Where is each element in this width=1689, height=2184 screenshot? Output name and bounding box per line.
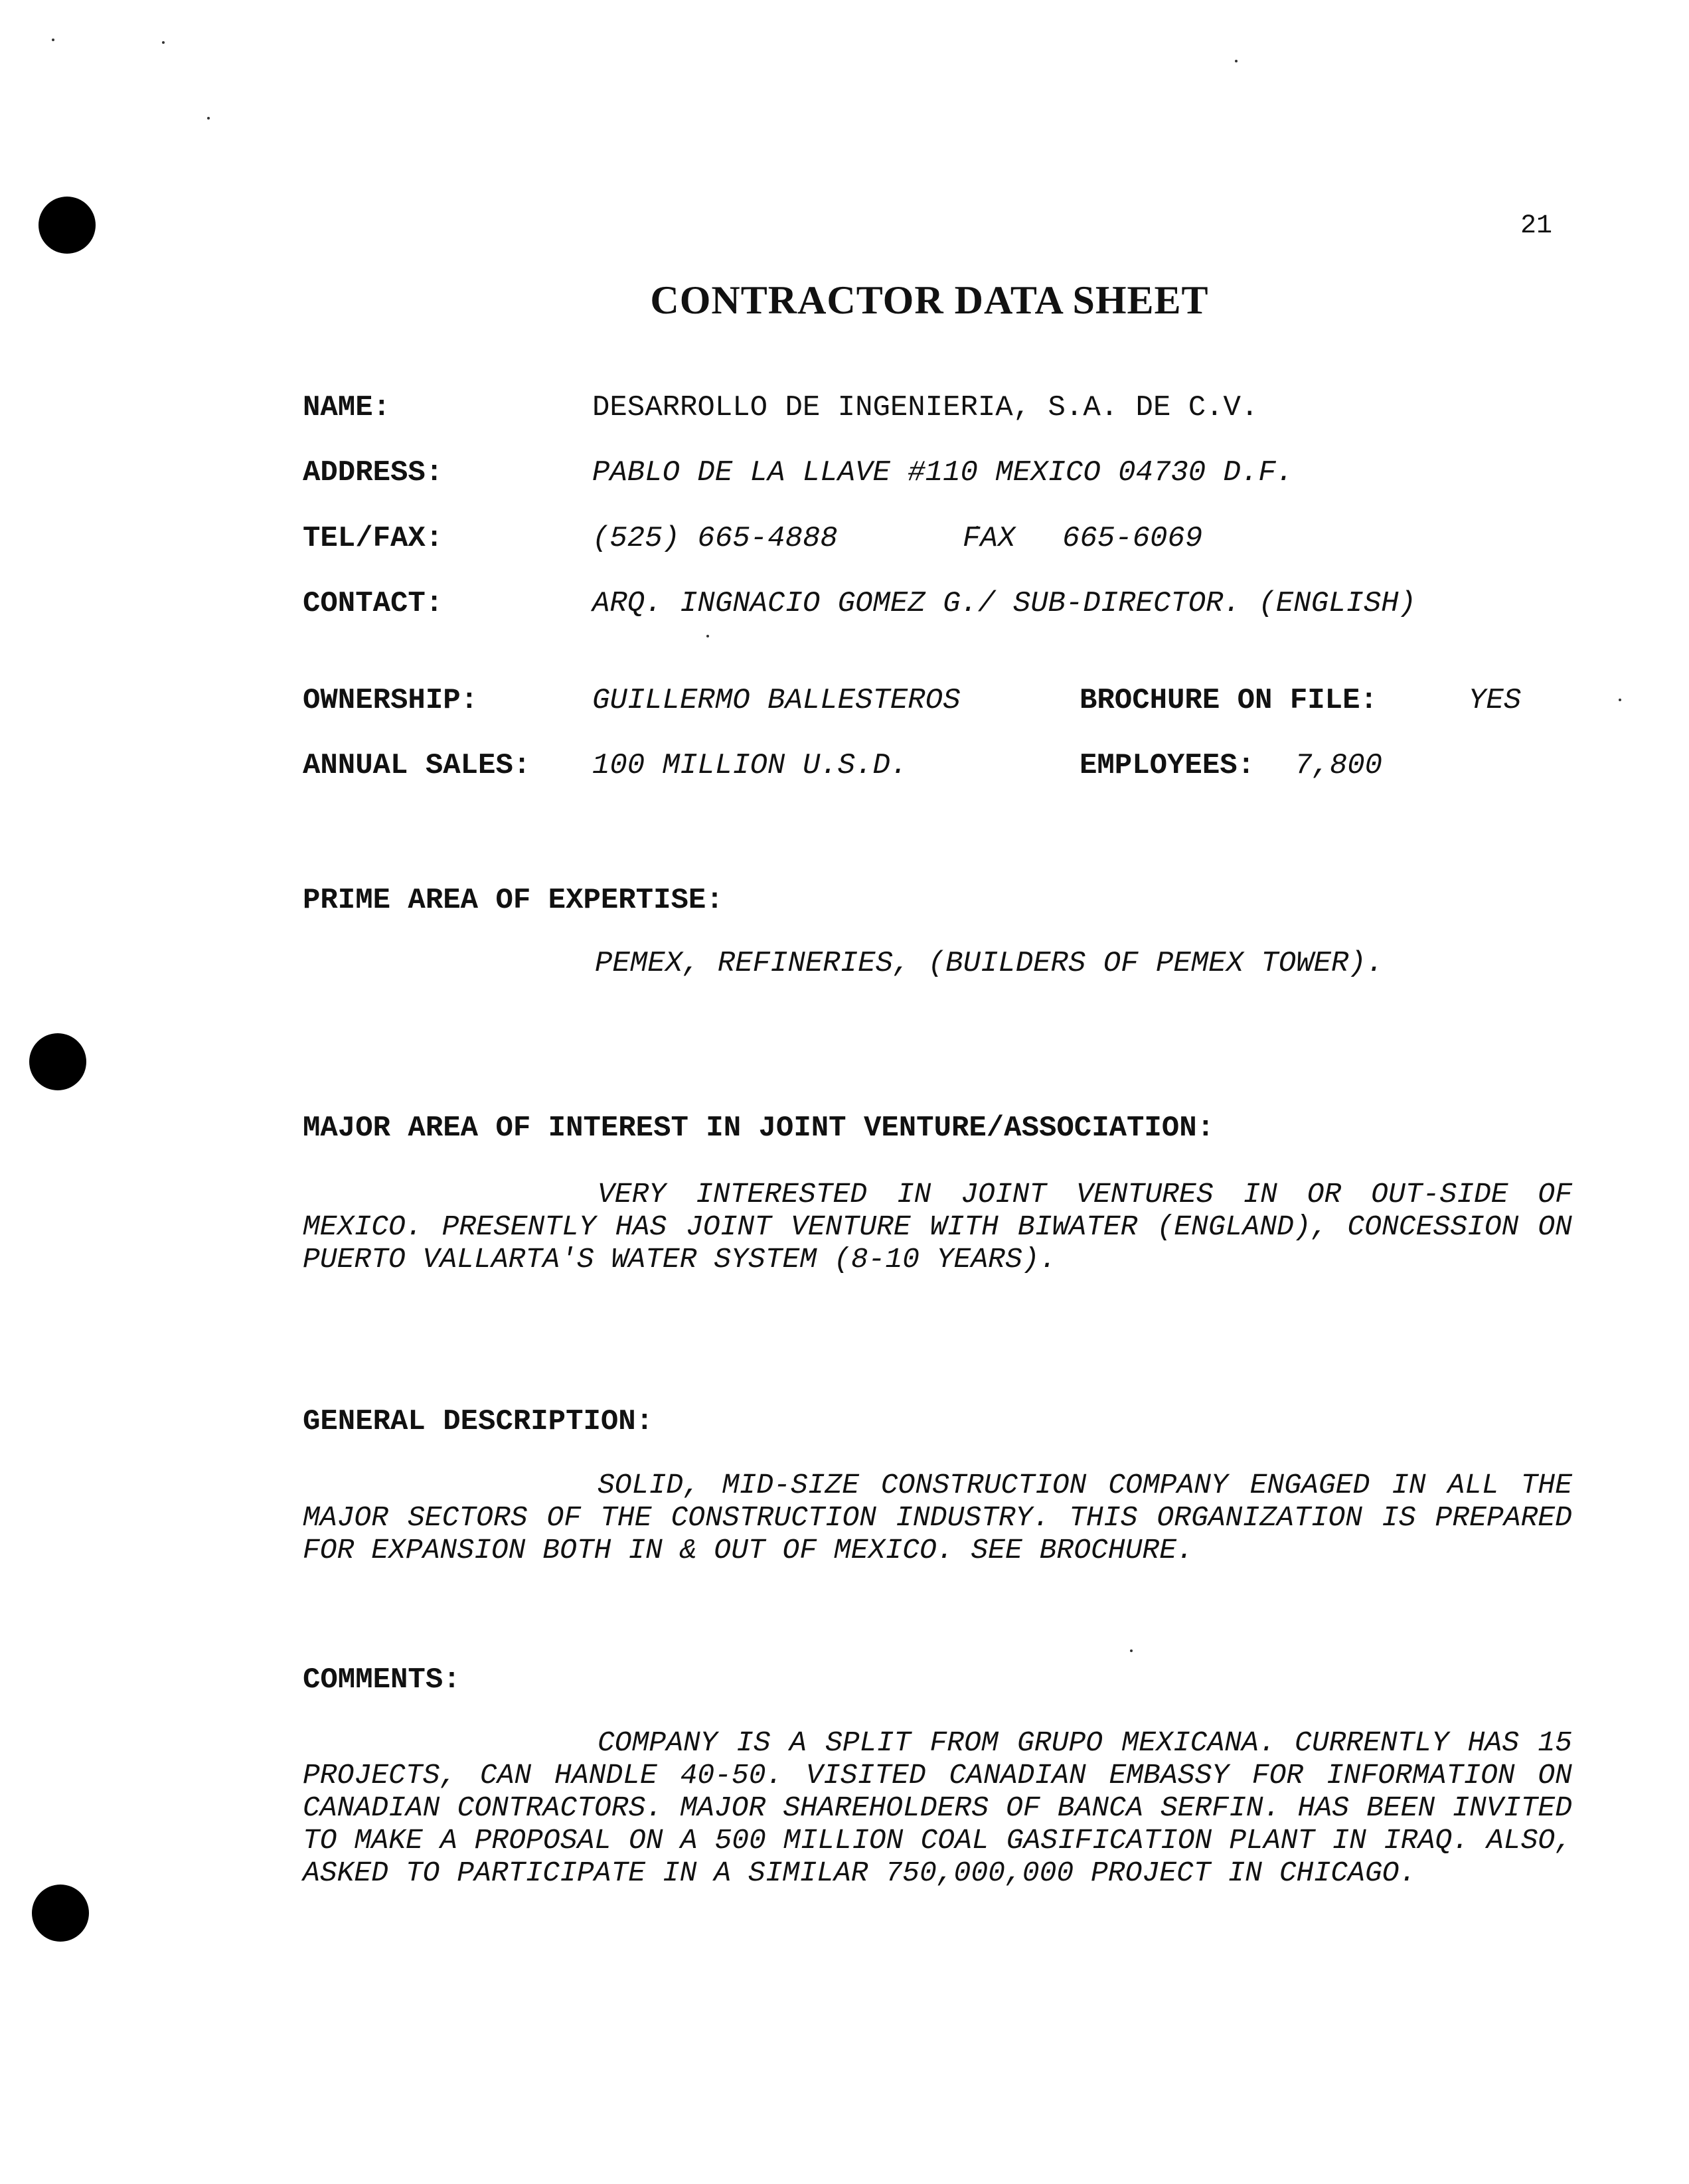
ownership-label: OWNERSHIP: <box>303 684 479 717</box>
joint-venture-text <box>303 1178 1572 1276</box>
general-description-heading: GENERAL DESCRIPTION: <box>303 1405 654 1438</box>
fax-label: FAX <box>963 522 1016 555</box>
address-label: ADDRESS: <box>303 456 443 489</box>
fax-value: 665-6069 <box>1062 522 1203 555</box>
scan-speck <box>1130 1649 1133 1652</box>
comments-heading: COMMENTS: <box>303 1663 461 1697</box>
punch-hole-top <box>39 197 96 254</box>
scan-speck <box>1235 60 1238 62</box>
employees-label: EMPLOYEES: <box>1080 749 1255 782</box>
punch-hole-middle <box>29 1033 86 1090</box>
scan-speck <box>52 39 54 41</box>
annual-sales-label: ANNUAL SALES: <box>303 749 531 782</box>
page-number: 21 <box>1520 211 1553 241</box>
joint-venture-text-content: VERY INTERESTED IN JOINT VENTURES IN OR OUT-SIDE OF MEXICO. PRESENTLY HAS JOINT VENTURE WITH BIWATER (ENGLAND), CONCESSION ON PUERTO VALLARTA'S WATER SYSTEM (8-10 YEARS). <box>303 1178 1572 1276</box>
name-value: DESARROLLO DE INGENIERIA, S.A. DE C.V. <box>592 391 1259 424</box>
employees-value: 7,800 <box>1295 749 1383 782</box>
tel-value: (525) 665-4888 <box>592 522 838 555</box>
joint-venture-heading: MAJOR AREA OF INTEREST IN JOINT VENTURE/ASSOCIATION: <box>303 1112 1215 1145</box>
expertise-heading: PRIME AREA OF EXPERTISE: <box>303 884 724 917</box>
tel-fax-label: TEL/FAX: <box>303 522 443 555</box>
scan-speck <box>207 117 210 120</box>
name-label: NAME: <box>303 391 391 424</box>
general-description-text-content: SOLID, MID-SIZE CONSTRUCTION COMPANY ENGAGED IN ALL THE MAJOR SECTORS OF THE CONSTRUCTION INDUSTRY. THIS ORGANIZATION IS PREPARED FOR EXPANSION BOTH IN & OUT OF MEXICO. SEE BROCHURE. <box>303 1469 1572 1566</box>
comments-text <box>303 1726 1572 1889</box>
scan-speck <box>1619 699 1621 701</box>
page-title: CONTRACTOR DATA SHEET <box>650 278 1209 322</box>
scan-speck <box>706 635 709 637</box>
scan-speck <box>162 41 165 44</box>
comments-text-content: COMPANY IS A SPLIT FROM GRUPO MEXICANA. CURRENTLY HAS 15 PROJECTS, CAN HANDLE 40-50. VISITED CANADIAN EMBASSY FOR INFORMATION ON CANADIAN CONTRACTORS. MAJOR SHAREHOLDERS OF BANCA SERFIN. HAS BEEN INVITED TO MAKE A PROPOSAL ON A 500 MILLION COAL GASIFICATION PLANT IN IRAQ. ALSO, ASKED TO PARTICIPATE IN A SIMILAR 750,000,000 PROJECT IN CHICAGO. <box>303 1726 1572 1889</box>
contact-label: CONTACT: <box>303 587 443 620</box>
address-value: PABLO DE LA LLAVE #110 MEXICO 04730 D.F. <box>592 456 1294 489</box>
ownership-value: GUILLERMO BALLESTEROS <box>592 684 961 717</box>
annual-sales-value: 100 MILLION U.S.D. <box>592 749 908 782</box>
general-description-text <box>303 1469 1572 1566</box>
brochure-value: YES <box>1469 684 1522 717</box>
brochure-label: BROCHURE ON FILE: <box>1080 684 1378 717</box>
expertise-text: PEMEX, REFINERIES, (BUILDERS OF PEMEX TOWER). <box>595 947 1384 980</box>
contact-value: ARQ. INGNACIO GOMEZ G./ SUB-DIRECTOR. (ENGLISH) <box>592 587 1417 620</box>
punch-hole-bottom <box>32 1885 89 1942</box>
